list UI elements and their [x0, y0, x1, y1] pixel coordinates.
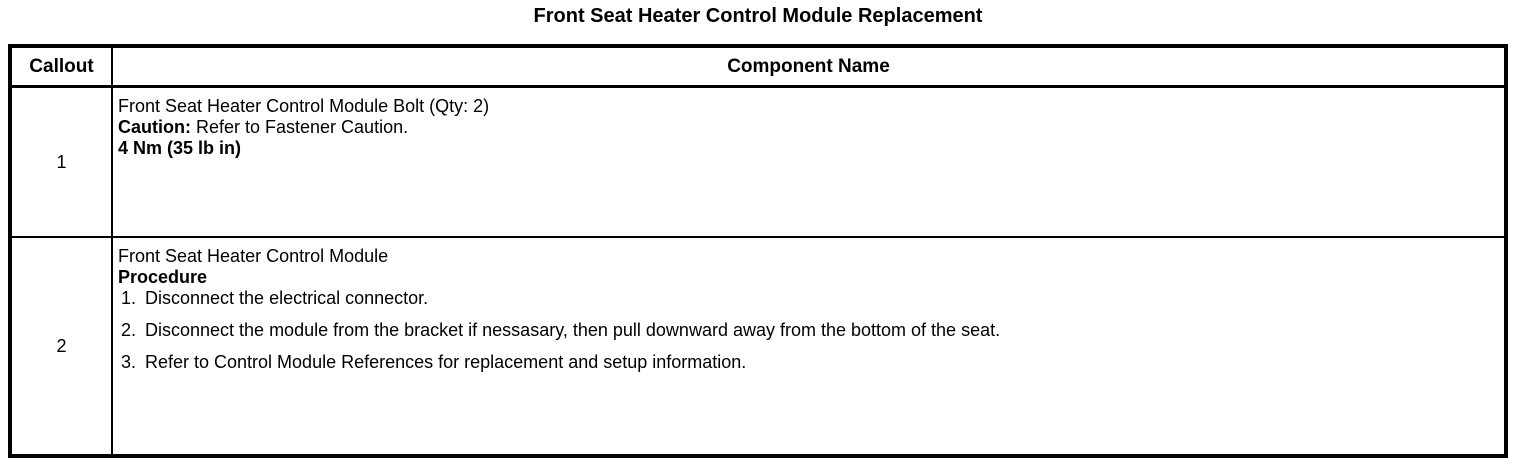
table-header-row [12, 48, 1504, 88]
component-name-text: Front Seat Heater Control Module Bolt (Qty: 2) [118, 96, 490, 116]
procedure-step [121, 288, 1494, 309]
step-text: Disconnect the electrical connector. [145, 288, 429, 308]
callout-number: 2 [56, 335, 67, 356]
step-number: 3. [121, 352, 137, 372]
component-table [8, 44, 1508, 458]
table-row [12, 88, 1504, 238]
component-cell [113, 88, 1504, 236]
step-text: Disconnect the module from the bracket if nessasary, then pull downward away from the bottom of the seat. [145, 320, 1001, 340]
caution-note [118, 117, 1494, 138]
caution-label: Caution: [118, 117, 191, 137]
step-number: 2. [121, 320, 137, 340]
column-header-callout: Callout [12, 48, 113, 85]
procedure-step-list [118, 288, 1494, 373]
caution-text: Refer to Fastener Caution. [195, 117, 409, 137]
callout-cell [12, 238, 113, 454]
component-name-text: Front Seat Heater Control Module [118, 246, 389, 266]
column-header-component-name: Component Name [727, 55, 890, 77]
table-row [12, 238, 1504, 454]
step-number: 1. [121, 288, 137, 308]
procedure-heading: Procedure [118, 267, 208, 287]
torque-spec: 4 Nm (35 lb in) [118, 138, 242, 158]
callout-cell [12, 88, 113, 236]
step-text: Refer to Control Module References for replacement and setup information. [145, 352, 747, 372]
page-title: Front Seat Heater Control Module Replacement [533, 5, 983, 27]
procedure-step [121, 352, 1494, 373]
component-cell [113, 238, 1504, 454]
procedure-step [121, 320, 1494, 341]
callout-number: 1 [56, 151, 67, 172]
